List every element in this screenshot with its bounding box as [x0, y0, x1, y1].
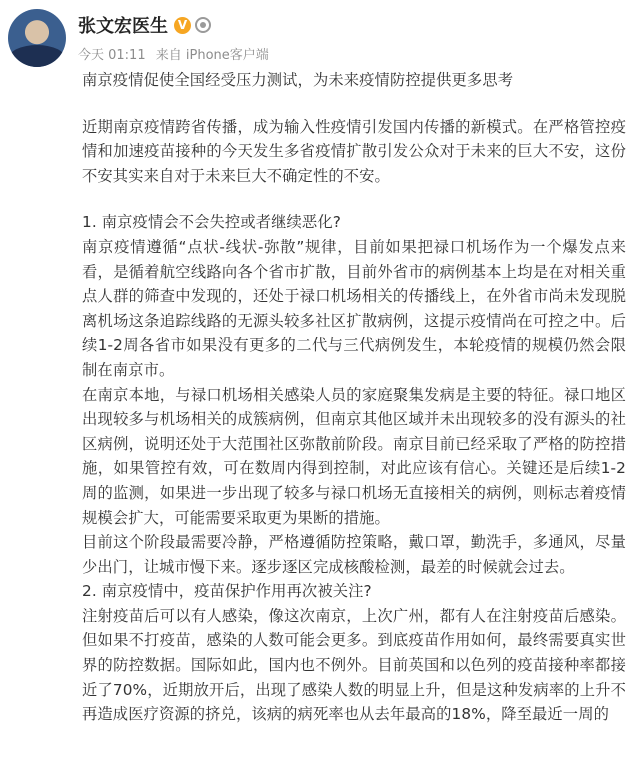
section-heading-1: 1. 南京疫情会不会失控或者继续恶化?: [82, 213, 341, 232]
member-badge-icon: [195, 17, 211, 33]
author-name[interactable]: 张文宏医生: [78, 16, 168, 37]
author-row: [78, 12, 211, 38]
paragraph-1: 南京疫情遵循“点状-线状-弥散”规律，目前如果把禄口机场作为一个爆发点来看，是循着航空线路向各个省市扩散，目前外省市的病例基本上均是在对相关重点人群的筛查中发现的，还处于禄口机场相关的传播线上，在外省市尚未发现脱离机场这条追踪线路的无源头较多社区扩散病例，这提示疫情尚在可控之中。后续1-2周各省市如果没有更多的二代与三代病例发生，本轮疫情的规模仍然会限制在南京市。: [82, 237, 626, 379]
post-title: 南京疫情促使全国经受压力测试，为未来疫情防控提供更多思考: [82, 71, 514, 89]
paragraph-2: 在南京本地，与禄口机场相关感染人员的家庭聚集发病是主要的特征。禄口地区出现较多与机场相关的成簇病例，但南京其他区域并未出现较多的没有源头的社区病例，说明还处于大范围社区弥散前阶段。南京目前已经采取了严格的防控措施，如果管控有效，可在数周内得到控制，对此应该有信心。关键还是后续1-2周的监测，如果进一步出现了较多与禄口机场无直接相关的病例，则标志着疫情规模会扩大，可能需要采取更为果断的措施。: [82, 385, 626, 527]
post-source: 来自 iPhone客户端: [155, 48, 269, 63]
paragraph-3: 目前这个阶段最需要冷静，严格遵循防控策略，戴口罩，勤洗手，多通风，尽量少出门，让城市慢下来。逐步逐区完成核酸检测，最差的时候就会过去。: [82, 533, 626, 576]
post-meta: [78, 44, 269, 63]
post-time: 今天 01:11: [78, 48, 146, 63]
post-content: [0, 68, 640, 727]
post-header: [0, 0, 640, 72]
paragraph-4: 注射疫苗后可以有人感染，像这次南京，上次广州，都有人在注射疫苗后感染。但如果不打疫苗，感染的人数可能会更多。到底疫苗作用如何，最终需要真实世界的防控数据。国际如此，国内也不例外。目前英国和以色列的疫苗接种率都接近了70%，近期放开后，出现了感染人数的明显上升，但是这种发病率的上升不再造成医疗资源的挤兑，该病的病死率也从去年最高的18%，降至最近一周的: [82, 606, 626, 724]
verified-icon: V: [174, 17, 191, 34]
section-heading-2: 2. 南京疫情中，疫苗保护作用再次被关注?: [82, 582, 372, 601]
paragraph-intro: 近期南京疫情跨省传播，成为输入性疫情引发国内传播的新模式。在严格管控疫情和加速疫苗接种的今天发生多省疫情扩散引发公众对于未来的巨大不安，这份不安其实来自对于未来巨大不确定性的不安。: [82, 117, 626, 185]
avatar[interactable]: [8, 9, 66, 67]
avatar-figure: [8, 45, 66, 67]
